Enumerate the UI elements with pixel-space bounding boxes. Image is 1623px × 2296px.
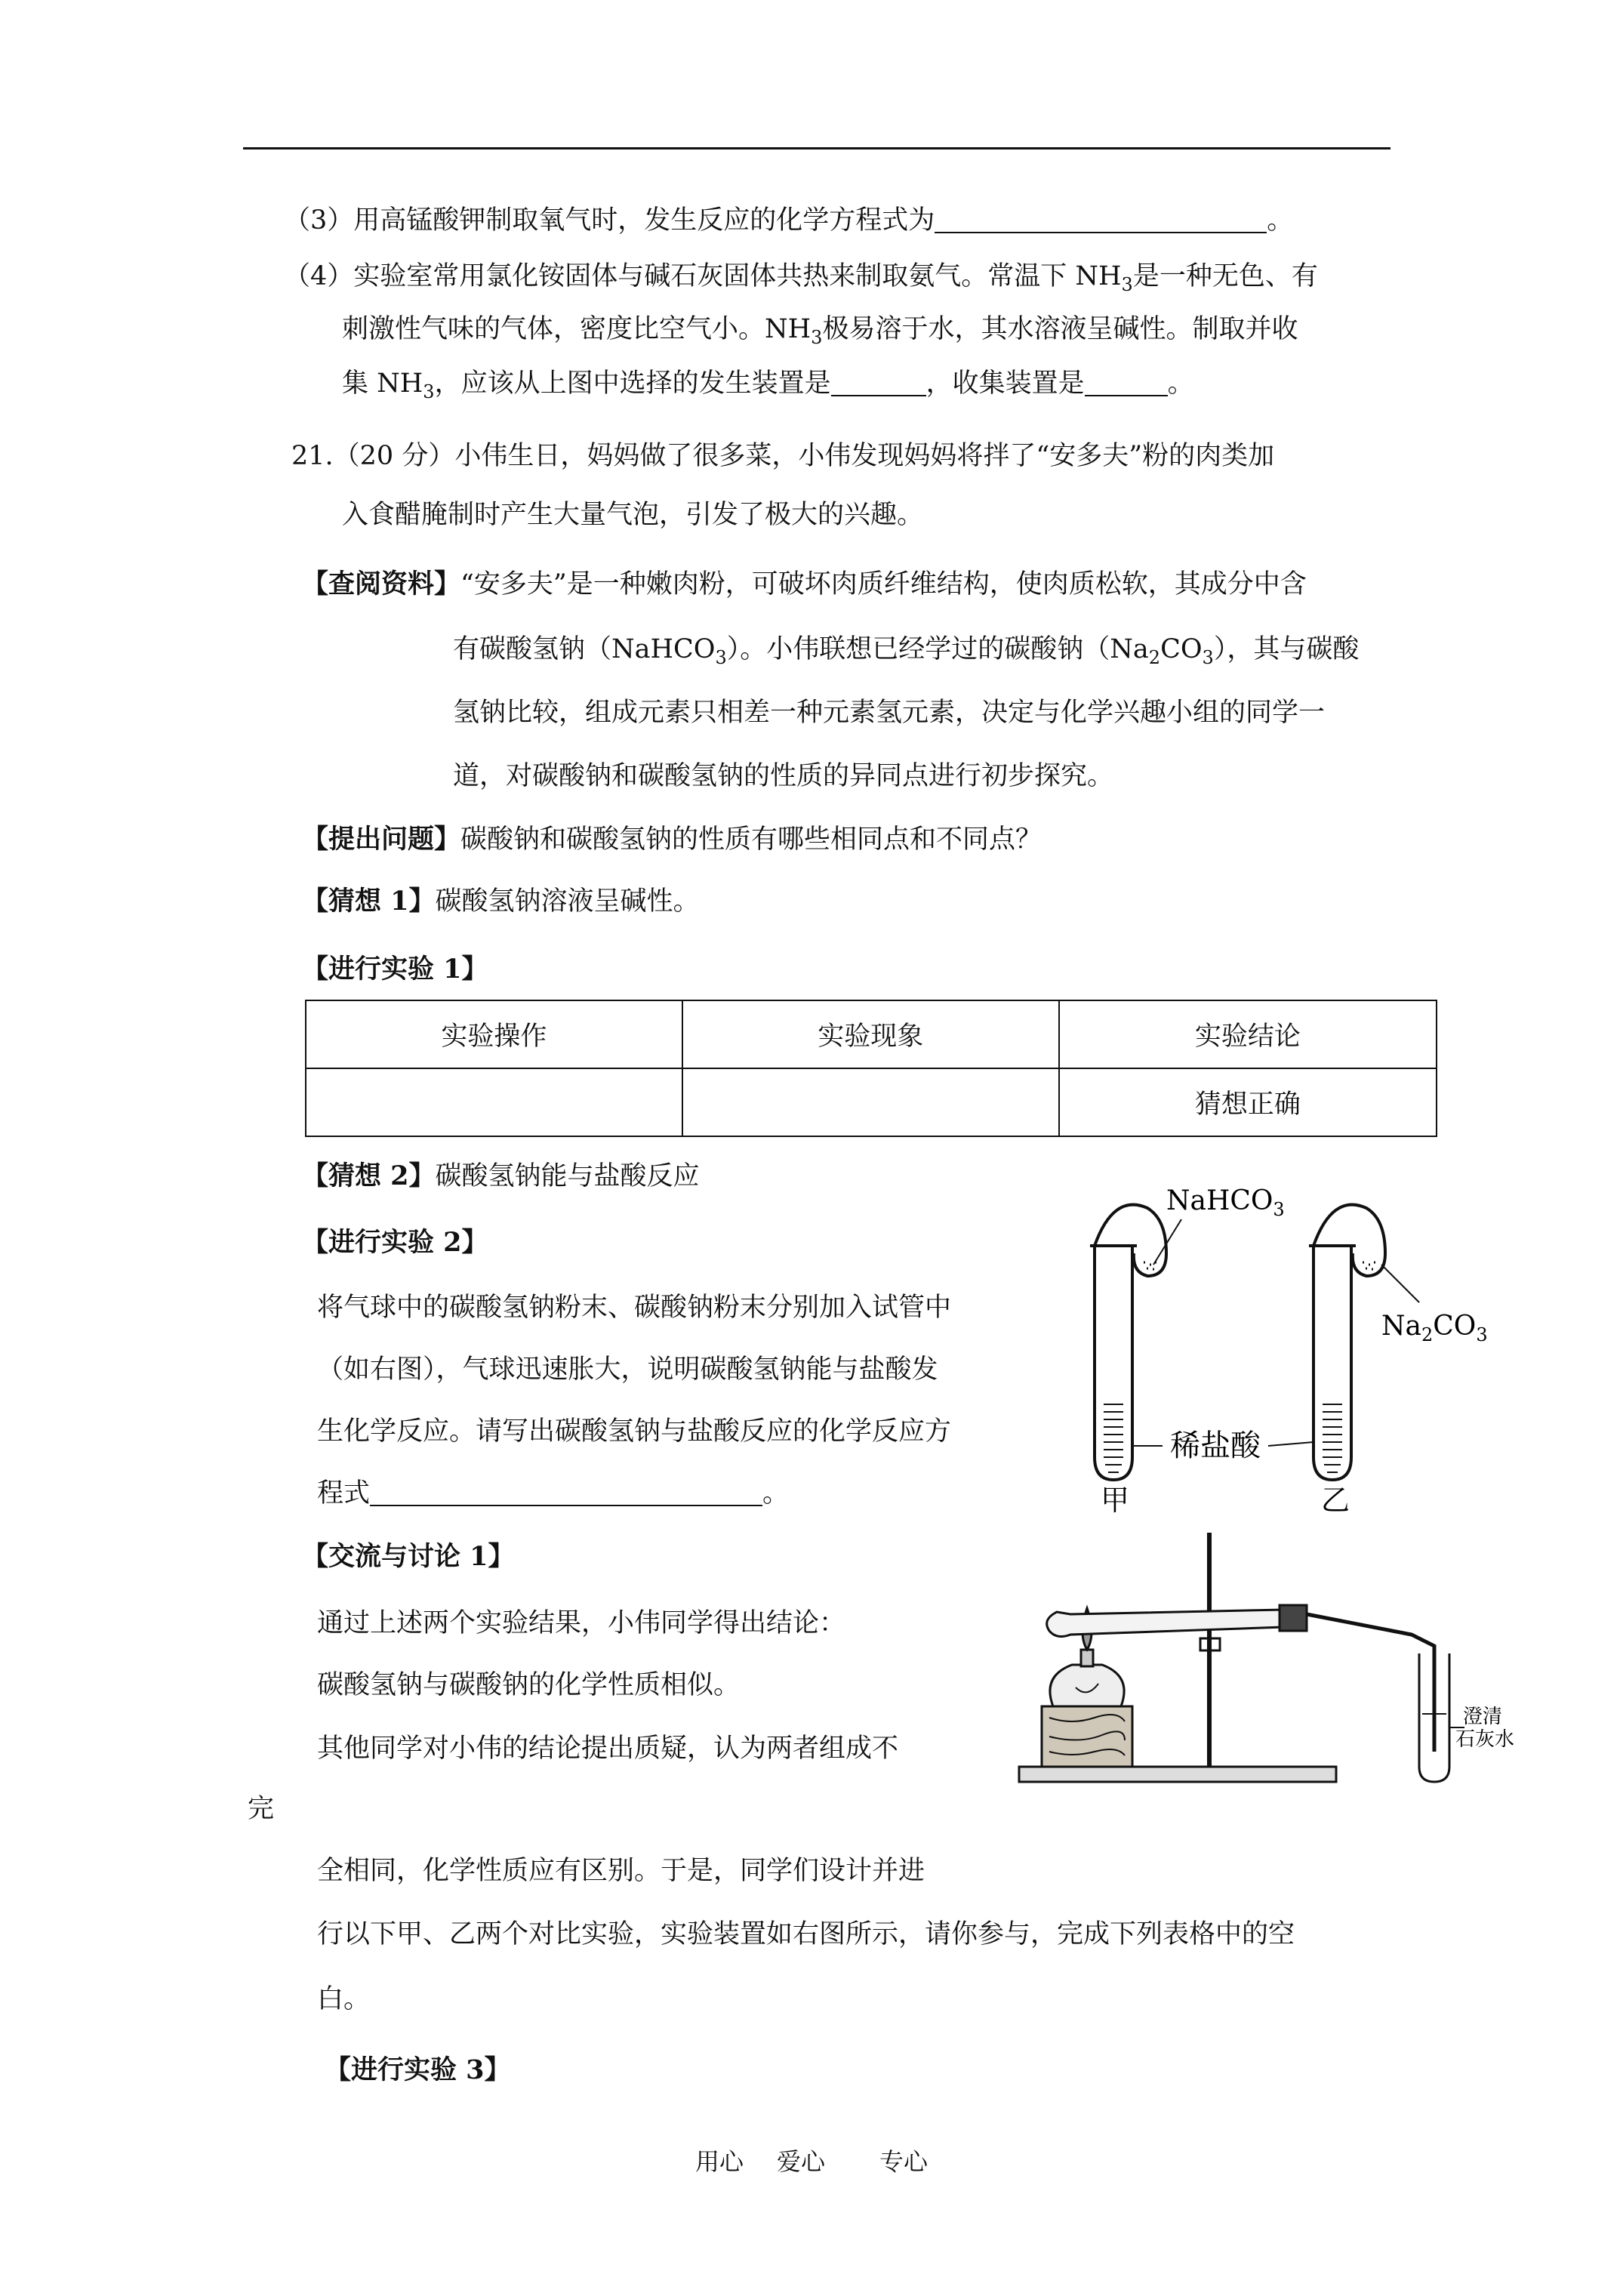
collector-device-blank[interactable]: [1085, 369, 1168, 396]
question-3: [284, 204, 1293, 237]
q4-sub: 3: [811, 327, 823, 348]
question-3-suffix: 。: [1267, 205, 1294, 236]
discuss1-line1: 通过上述两个实验结果，小伟同学得出结论：: [317, 1608, 846, 1638]
research-sub-c: 3: [1202, 647, 1214, 668]
question-4-line2: [342, 313, 1298, 346]
research-text-2b: ）。小伟联想已经学过的碳酸钠（Na: [726, 634, 1149, 664]
test-tube-right: [1309, 1205, 1385, 1480]
guess-1: [302, 885, 700, 918]
research-line1: [302, 568, 1307, 601]
exp3-label: 【进行实验 3】: [325, 2054, 511, 2085]
table-header-cell: 实验结论: [1059, 1000, 1437, 1068]
question-text: 碳酸钠和碳酸氢钠的性质有哪些相同点和不同点？: [460, 824, 1042, 855]
research-line4: 道，对碳酸钠和碳酸氢钠的性质的异同点进行初步探究。: [453, 761, 1114, 791]
discuss1-line7: 白。: [317, 1984, 371, 2014]
q4-line3c-text: ，收集装置是: [925, 368, 1085, 399]
answer-blank-3[interactable]: [935, 206, 1267, 233]
test-tube-left: [1090, 1205, 1166, 1480]
research-text-2d: ），其与碳酸: [1213, 634, 1360, 664]
wooden-block: [1042, 1706, 1132, 1767]
delivery-tube: [1307, 1614, 1434, 1752]
equation-blank[interactable]: [370, 1479, 762, 1506]
discuss1-line4: 完: [248, 1794, 275, 1824]
heating-apparatus-figure: [1012, 1525, 1515, 1797]
exp2-label: 【进行实验 2】: [302, 1227, 488, 1258]
q4-line1b-text: 是一种无色、有: [1132, 261, 1318, 291]
question-3-text: （3）用高锰酸钾制取氧气时，发生反应的化学方程式为: [284, 205, 935, 236]
research-text-2c: CO: [1160, 634, 1203, 664]
q4-sub: 3: [1121, 274, 1133, 295]
phenomenon-cell[interactable]: [682, 1068, 1059, 1136]
generator-device-blank[interactable]: [831, 369, 926, 396]
q4-line2b-text: 极易溶于水，其水溶液呈碱性。制取并收: [822, 314, 1298, 344]
footer-word: 爱心: [776, 2147, 825, 2176]
discuss1-label: 【交流与讨论 1】: [302, 1541, 515, 1572]
rubber-stopper: [1280, 1605, 1307, 1631]
experiment-1-table: [305, 1000, 1437, 1137]
q4-line3d-text: 。: [1167, 368, 1194, 399]
exp2-line2: （如右图），气球迅速胀大，说明碳酸氢钠能与盐酸发: [317, 1354, 938, 1385]
research-text-1: “安多夫”是一种嫩肉粉，可破坏肉质纤维结构，使肉质松软，其成分中含: [460, 569, 1307, 599]
limewater-label-2: 石灰水: [1455, 1728, 1515, 1751]
nahco3-label: NaHCO$_3$: [1166, 1185, 1285, 1220]
research-sub-a: 3: [715, 647, 727, 668]
test-tube-figure: [1072, 1178, 1495, 1518]
tube-label-right: 乙: [1321, 1484, 1350, 1517]
table-row: [306, 1068, 1437, 1136]
research-sub-b: 2: [1148, 647, 1161, 668]
question-statement: [302, 823, 1042, 856]
exp1-label: 【进行实验 1】: [302, 954, 488, 985]
research-line2: [453, 633, 1359, 666]
header-rule: [243, 147, 1390, 149]
q4-line3b-text: ，应该从上图中选择的发生装置是: [434, 368, 831, 399]
table-header-cell: 实验操作: [306, 1000, 682, 1068]
q21-line1: 21.（20 分）小伟生日，妈妈做了很多菜，小伟发现妈妈将拌了“安多夫”粉的肉类加: [291, 441, 1275, 471]
exp2-line4-suffix: 。: [762, 1478, 790, 1509]
limewater-label-1: 澄清: [1463, 1706, 1503, 1728]
guess-2-text: 碳酸氢钠能与盐酸反应: [435, 1161, 700, 1191]
research-line3: 氢钠比较，组成元素只相差一种元素氢元素，决定与化学兴趣小组的同学一: [453, 698, 1326, 728]
guess-2-label: 【猜想 2】: [302, 1160, 436, 1191]
q4-line3-text: 集 NH: [342, 368, 423, 399]
guess-1-label: 【猜想 1】: [302, 886, 436, 917]
question-label: 【提出问题】: [302, 824, 461, 855]
question-4-line3: [342, 367, 1194, 400]
acid-leader-right: [1268, 1442, 1313, 1446]
discuss1-line2: 碳酸氢钠与碳酸钠的化学性质相似。: [317, 1670, 741, 1700]
exp2-line3: 生化学反应。请写出碳酸氢钠与盐酸反应的化学反应方: [317, 1416, 952, 1447]
footer-word: 专心: [879, 2147, 929, 2176]
operation-cell[interactable]: [306, 1068, 682, 1136]
question-4-line1: [284, 260, 1318, 293]
na2co3-label: $Na_2CO_3$: [1381, 1311, 1488, 1345]
research-text-2a: 有碳酸氢钠（NaHCO: [453, 634, 716, 664]
guess-2: [302, 1160, 700, 1193]
footer-word: 用心: [694, 2147, 744, 2176]
page-footer: [0, 2143, 1623, 2177]
q21-line2: 入食醋腌制时产生大量气泡，引发了极大的兴趣。: [342, 500, 924, 530]
q4-line2-text: 刺激性气味的气体，密度比空气小。NH: [342, 314, 812, 344]
q4-sub: 3: [423, 381, 435, 402]
acid-label: 稀盐酸: [1170, 1428, 1261, 1463]
guess-1-text: 碳酸氢钠溶液呈碱性。: [435, 886, 700, 917]
discuss1-line3: 其他同学对小伟的结论提出质疑，认为两者组成不: [317, 1734, 899, 1764]
table-header-cell: 实验现象: [682, 1000, 1059, 1068]
table-header-row: [306, 1000, 1437, 1068]
powder-dots: [1144, 1262, 1375, 1269]
discuss1-line5: 全相同，化学性质应有区别。于是，同学们设计并进: [317, 1856, 925, 1886]
tube-label-left: 甲: [1101, 1484, 1130, 1517]
stand-base: [1019, 1767, 1336, 1782]
research-label: 【查阅资料】: [302, 569, 461, 599]
conclusion-cell: 猜想正确: [1059, 1068, 1437, 1136]
q4-line1-text: （4）实验室常用氯化铵固体与碱石灰固体共热来制取氨气。常温下 NH: [284, 261, 1122, 291]
na2co3-leader: [1381, 1265, 1419, 1302]
exp2-line4-text: 程式: [317, 1478, 371, 1509]
discuss1-line6: 行以下甲、乙两个对比实验，实验装置如右图所示，请你参与，完成下列表格中的空: [317, 1919, 1295, 1949]
exp2-line1: 将气球中的碳酸氢钠粉末、碳酸钠粉末分别加入试管中: [317, 1293, 952, 1323]
exp2-line4: [317, 1477, 789, 1510]
